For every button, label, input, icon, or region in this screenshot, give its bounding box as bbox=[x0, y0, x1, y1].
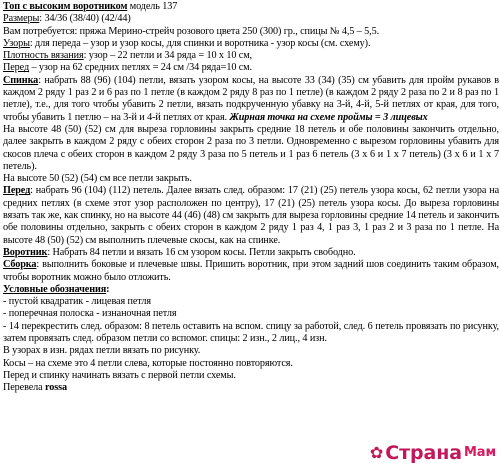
legend-heading bbox=[3, 284, 499, 296]
patterns-value: : для переда – узор и узор косы, для спинки и воротника - узор косы (см. схему). bbox=[29, 37, 371, 49]
document-title: Топ с высоким воротником bbox=[3, 1, 128, 12]
front-gauge-label: Перед bbox=[3, 62, 30, 74]
patterns-line bbox=[3, 38, 499, 50]
back-section bbox=[3, 75, 499, 124]
translator-line bbox=[3, 382, 499, 394]
translator-name: rossa bbox=[45, 382, 67, 394]
materials-line: Вам потребуется: пряжа Мерино-стрейч розового цвета 250 (300) гр., спицы № 4,5 – 5,5. bbox=[3, 25, 380, 37]
legend-item: Косы – на схеме это 4 петли слева, которые постоянно повторяются. bbox=[3, 357, 293, 369]
assembly-text: : выполнить боковые и плечевые швы. Пришить воротник, при этом задний шов соединить таким образом, чтобы воротник можно было отложить. bbox=[3, 259, 499, 283]
front-gauge-line bbox=[3, 62, 499, 74]
gauge-label: Плотность вязания bbox=[3, 50, 84, 62]
gauge-line bbox=[3, 50, 499, 62]
stork-icon: ✿ bbox=[369, 442, 384, 462]
translator-label: Перевела bbox=[3, 382, 46, 394]
collar-text: : Набрать 84 петли и вязать 16 см узором косы. Петли закрыть свободно. bbox=[47, 246, 356, 258]
title-line bbox=[3, 1, 499, 13]
gauge-value: : узор – 22 петли и 34 ряда = 10 х 10 см, bbox=[83, 50, 253, 62]
legend-item: В узорах в изн. рядах петли вязать по рисунку. bbox=[3, 345, 201, 357]
patterns-label: Узоры bbox=[3, 37, 30, 49]
front-text: : набрать 96 (104) (112) петель. Далее вязать след. образом: 17 (21) (25) петель узора косы, 62 петли узора на средних петлях (в схеме этот узор расположен по центру), 17 (21) (25) петель узора косы. До выреза горловины вязать так же, как спинку, но на высоте 44 (46) (48) см закрыть для выреза горловины средние 14 петель и закончить обе половины отдельно, закрыть с обеих сторон в каждом 2 ряду 1 раз 4, 1 раз 3, 1 раз 2 и 3 раза по 1 петле. На высоте 48 (50) (52) см выполнить плечевые скосы, как на спинке. bbox=[3, 185, 499, 246]
sizes-value: : 34/36 (38/40) (42/44) bbox=[39, 13, 131, 25]
document-content bbox=[3, 1, 499, 395]
front-gauge-value: – узор на 62 средних петлях = 24 см /34 ряда=10 см. bbox=[29, 62, 252, 74]
collar-section bbox=[3, 247, 499, 259]
front-label: Перед bbox=[3, 185, 31, 197]
back-label: Спинка bbox=[3, 74, 39, 86]
sizes-label: Размеры bbox=[3, 13, 40, 25]
legend-label: Условные обозначения bbox=[3, 283, 107, 295]
watermark-sub: Мам bbox=[463, 444, 496, 460]
legend-item: - пустой квадратик - лицевая петля bbox=[3, 296, 151, 308]
front-section bbox=[3, 185, 499, 246]
legend-suffix: : bbox=[106, 283, 110, 295]
back-bold-note: Жирная точка на схеме проймы = 3 лицевых bbox=[229, 111, 428, 123]
legend-item: - поперечная полоска - изнаночная петля bbox=[3, 308, 177, 320]
legend-item: Перед и спинку начинать вязать с первой петли схемы. bbox=[3, 369, 236, 381]
back-text: : набрать 88 (96) (104) петли, вязать узором косы, на высоте 33 (34) (35) см убавить для пройм рукавов в каждом 2 ряду 1 раз 2 и 6 раз по 1 петле (в каждом 2 ряду 8 раз по 1 петле) (в каждом 2 ряду 2 раза по 2 и 8 раз по 1 петле), т.е., для того чтобы убавить 2 петли, вязать подкрученную убавку на 3-й, 4-й, 5-й петлях от края, для того, чтобы убавить 1 петлю – на 3-й и 4-й петлях от края. bbox=[3, 74, 499, 123]
collar-label: Воротник bbox=[3, 246, 48, 258]
legend-item: - 14 перекрестить след. образом: 8 петель оставить на вспом. спицу за работой, след. 6 петель провязать по рисунку, затем провязать след. образом петли со вспомог. спицы: 2 изн., 2 лиц., 4 изн. bbox=[3, 320, 499, 345]
back-neckline-text: На высоте 48 (50) (52) см для выреза горловины закрыть средние 18 петель и обе половины закончить отдельно, далее закрыть в каждом 2 ряду с обеих сторон 2 раза по 3 петли. Одновременно с вырезом горловины убавить для скосов плеча с обеих сторон в каждом 2 ряду 3 раза по 5 петель и 1 раз 6 петель (3 х 6 и 1 х 7 петель) (3 х 6 и 1 х 7 петель). bbox=[3, 123, 499, 172]
sizes-line bbox=[3, 13, 499, 25]
assembly-section bbox=[3, 259, 499, 284]
site-watermark-logo bbox=[369, 441, 496, 463]
back-bindoff-text: На высоте 50 (52) (54) см все петли закрыть. bbox=[3, 173, 192, 185]
watermark-text: Страна bbox=[385, 441, 462, 463]
assembly-label: Сборка bbox=[3, 259, 37, 271]
model-number: модель 137 bbox=[127, 1, 178, 12]
